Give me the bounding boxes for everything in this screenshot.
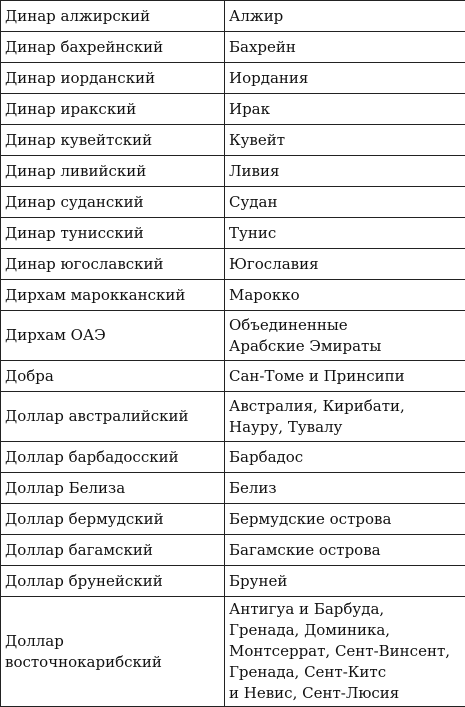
currency-cell <box>1 504 225 535</box>
country-cell <box>225 504 465 535</box>
table-row <box>1 504 465 535</box>
table-row <box>1 535 465 566</box>
country-cell-text: Ирак <box>229 99 461 120</box>
table-row <box>1 392 465 442</box>
currency-cell-text: Доллар багамский <box>5 540 220 561</box>
currency-cell-text: Динар алжирский <box>5 6 220 27</box>
table-row <box>1 187 465 218</box>
country-cell-text: и Невис, Сент-Люсия <box>229 683 461 704</box>
table-row <box>1 125 465 156</box>
country-cell-text: Марокко <box>229 285 461 306</box>
country-cell-text: Австралия, Кирибати, <box>229 396 461 417</box>
country-cell <box>225 361 465 392</box>
currency-cell-text: Доллар Белиза <box>5 478 220 499</box>
country-cell-text: Антигуа и Барбуда, <box>229 599 461 620</box>
country-cell <box>225 187 465 218</box>
currency-cell <box>1 535 225 566</box>
currency-cell <box>1 32 225 63</box>
currency-cell <box>1 249 225 280</box>
currency-cell-text: восточнокарибский <box>5 652 220 673</box>
currency-cell <box>1 63 225 94</box>
country-cell-text: Сан-Томе и Принсипи <box>229 366 461 387</box>
country-cell <box>225 535 465 566</box>
currency-cell-text: Дирхам марокканский <box>5 285 220 306</box>
table-row <box>1 156 465 187</box>
country-cell-text: Гренада, Сент-Китс <box>229 662 461 683</box>
currency-cell-text: Доллар бермудский <box>5 509 220 530</box>
country-cell <box>225 392 465 442</box>
table-row <box>1 63 465 94</box>
country-cell-text: Арабские Эмираты <box>229 336 461 357</box>
currency-cell-text: Динар иорданский <box>5 68 220 89</box>
table-row <box>1 361 465 392</box>
currency-cell-text: Динар иракский <box>5 99 220 120</box>
currency-cell-text: Динар суданский <box>5 192 220 213</box>
country-cell <box>225 1 465 32</box>
country-cell-text: Судан <box>229 192 461 213</box>
country-cell-text: Белиз <box>229 478 461 499</box>
country-cell <box>225 218 465 249</box>
currency-cell <box>1 1 225 32</box>
currency-cell-text: Динар бахрейнский <box>5 37 220 58</box>
table-row <box>1 311 465 361</box>
currency-cell <box>1 125 225 156</box>
country-cell-text: Алжир <box>229 6 461 27</box>
currency-cell-text: Динар тунисский <box>5 223 220 244</box>
currency-cell-text: Доллар австралийский <box>5 406 220 427</box>
currency-cell <box>1 442 225 473</box>
currency-cell <box>1 156 225 187</box>
country-cell <box>225 249 465 280</box>
country-cell <box>225 63 465 94</box>
currency-cell <box>1 311 225 361</box>
country-cell <box>225 156 465 187</box>
currency-cell-text: Динар ливийский <box>5 161 220 182</box>
currency-cell-text: Доллар барбадосский <box>5 447 220 468</box>
country-cell <box>225 32 465 63</box>
currency-cell-text: Добра <box>5 366 220 387</box>
currency-cell-text: Дирхам ОАЭ <box>5 325 220 346</box>
country-cell <box>225 94 465 125</box>
currency-cell <box>1 218 225 249</box>
country-cell-text: Багамские острова <box>229 540 461 561</box>
currency-cell-text: Доллар <box>5 631 220 652</box>
country-cell <box>225 280 465 311</box>
currency-cell-text: Динар югославский <box>5 254 220 275</box>
country-cell-text: Иордания <box>229 68 461 89</box>
country-cell-text: Бермудские острова <box>229 509 461 530</box>
table-row <box>1 473 465 504</box>
country-cell-text: Югославия <box>229 254 461 275</box>
country-cell-text: Науру, Тувалу <box>229 417 461 438</box>
country-cell-text: Бруней <box>229 571 461 592</box>
currency-cell <box>1 280 225 311</box>
table-row <box>1 218 465 249</box>
currency-cell <box>1 392 225 442</box>
country-cell <box>225 442 465 473</box>
country-cell-text: Тунис <box>229 223 461 244</box>
table-row <box>1 94 465 125</box>
table-row <box>1 566 465 597</box>
currency-cell <box>1 597 225 707</box>
country-cell-text: Кувейт <box>229 130 461 151</box>
table-row <box>1 280 465 311</box>
country-cell <box>225 473 465 504</box>
country-cell <box>225 597 465 707</box>
currency-cell <box>1 94 225 125</box>
table-body <box>1 1 465 707</box>
country-cell <box>225 311 465 361</box>
country-cell-text: Гренада, Доминика, <box>229 620 461 641</box>
country-cell-text: Барбадос <box>229 447 461 468</box>
table-row <box>1 597 465 707</box>
country-cell <box>225 566 465 597</box>
country-cell-text: Объединенные <box>229 315 461 336</box>
table-row <box>1 1 465 32</box>
currency-cell <box>1 187 225 218</box>
country-cell-text: Ливия <box>229 161 461 182</box>
currency-cell-text: Динар кувейтский <box>5 130 220 151</box>
currency-cell-text: Доллар брунейский <box>5 571 220 592</box>
currency-cell <box>1 361 225 392</box>
table-row <box>1 249 465 280</box>
table-row <box>1 32 465 63</box>
currency-cell <box>1 473 225 504</box>
currency-cell <box>1 566 225 597</box>
table-row <box>1 442 465 473</box>
country-cell-text: Монтсеррат, Сент-Винсент, <box>229 641 461 662</box>
country-cell-text: Бахрейн <box>229 37 461 58</box>
country-cell <box>225 125 465 156</box>
